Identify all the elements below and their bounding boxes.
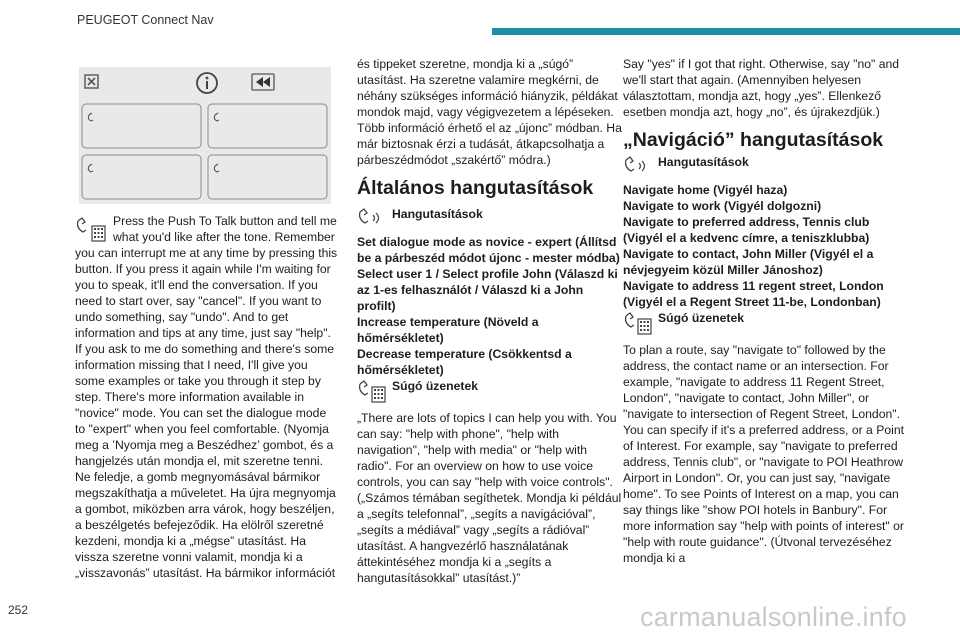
header-accent-bar: [492, 28, 960, 35]
rewind-icon: [252, 74, 274, 90]
voice-icon: [623, 154, 653, 180]
command-item: Navigate to work (Vigyél dolgozni): [623, 199, 822, 213]
command-item: Navigate to address 11 regent street, London (Vigyél el a Regent Street 11-be, Londonban): [623, 279, 884, 309]
command-list-general: [357, 234, 622, 378]
voice-commands-label: Hangutasítások: [658, 155, 749, 169]
info-icon: [197, 73, 217, 93]
column-1: [75, 213, 338, 581]
help-messages-label-block: [357, 378, 622, 404]
command-item: Navigate to contact, John Miller (Vigyél el a névjegyeim közül Miller Jánoshoz): [623, 247, 874, 277]
voice-keypad-icon: [75, 215, 107, 243]
voice-commands-label-block: [357, 206, 622, 232]
voice-commands-label-block: [623, 154, 906, 180]
command-item: Select user 1 / Select profile John (Válaszd ki az 1-es felhasználót / Válaszd ki a John profilt): [357, 267, 618, 313]
command-item: Navigate home (Vigyél haza): [623, 183, 788, 197]
column-3: [623, 56, 906, 566]
command-item: Decrease temperature (Csökkentsd a hőmérsékletet): [357, 347, 572, 377]
running-header: PEUGEOT Connect Nav: [77, 13, 214, 27]
command-item: Increase temperature (Növeld a hőmérsékletet): [357, 315, 539, 345]
phone-button-4: [208, 155, 327, 199]
section-heading-navigation: „Navigáció” hangutasítások: [623, 129, 884, 151]
voice-commands-label: Hangutasítások: [392, 207, 483, 221]
column-2: [357, 56, 622, 586]
help-messages-label: Súgó üzenetek: [658, 311, 745, 325]
phone-button-3: [82, 155, 201, 199]
help-paragraph: Press the Push To Talk button and tell me what you'd like after the tone. Remember you can interrupt me at any time by pressing this button. If you press it again while I'm waiting for you to speak, it'll end the conversation. If you need to start over, say "cancel". If you want to undo something, say "undo". And to get information and tips at any time, just say "help". If you ask to me do something and there's some information missing that I need, I'll give you some examples or take you through it step by step. There's more information available in "novice" mode. You can set the dialogue mode to "expert" when you feel comfortable. (Nyomja meg a ’Nyomja meg a Beszédhez’ gombot, és a hangjelzés után mondja el, mit szeretne tenni. Ne feledje, a gomb megnyomásával bármikor megszakíthatja a műveletet. Ha újra megnyomja a gombot, miközben arra várok, hogy beszéljen, a beszélgetés befejeződik. Ha elölről szeretné kezdeni, mondja ki a „mégse” utasítást. Ha vissza szeretne vonni valamit, mondja ki a „visszavonás” utasítást. Ha bármikor információt: [75, 214, 338, 580]
help-messages-label-block: [623, 310, 906, 336]
command-item: Set dialogue mode as novice - expert (Állítsd be a párbeszéd módot újonc - mester módba): [357, 235, 620, 265]
screen-svg: [79, 67, 331, 204]
command-list-navigation: [623, 182, 906, 310]
help-keypad-icon: [623, 310, 653, 336]
help-messages-label: Súgó üzenetek: [392, 379, 479, 393]
close-icon: [85, 75, 98, 88]
page-number: 252: [8, 603, 29, 617]
phone-button-2: [208, 104, 327, 148]
voice-icon: [357, 206, 387, 232]
paragraph-continued: és tippeket szeretne, mondja ki a „súgó” utasítást. Ha szeretne valamire megkérni, de néhány szükséges információ hiányzik, példákat mondok majd, vagy végigvezetem a lépéseken. Több információ érhető el az „újonc” módban. Ha már biztosnak érzi a tudását, átkapcsolhatja a párbeszédmódot „szakértő” módra.): [357, 57, 622, 167]
help-message-text: „There are lots of topics I can help you with. You can say: "help with phone", "help with navigation", "help with media" or "help with radio". For an overview on how to use voice controls, you can say "help with voice controls". („Számos témában segíthetek. Mondja ki például a „segíts telefonnal”, „segíts a navigációval”, „segíts a médiával” vagy „segíts a rádióval” utasítást. A hangvezérlő használatának áttekintéséhez mondja ki a „segíts a hangutasításokkal” utasítást.)”: [357, 411, 622, 585]
help-message-text: To plan a route, say "navigate to" followed by the address, the contact name or an intersection. For example, "navigate to address 11 Regent Street, London", "navigate to contact, John Miller", or "navigate to intersection of Regent Street, London". You can specify if it's a preferred address, or a Point of Interest. For example, say "navigate to preferred address, Tennis club", or "navigate to POI Heathrow Airport in London". Or, you can just say, "navigate home". To see Points of Interest on a map, you can say things like "show POI hotels in Banbury". For more information say "help with points of interest" or "help with route guidance". (Útvonal tervezéséhez mondja ki a: [623, 343, 904, 565]
command-item: Navigate to preferred address, Tennis club (Vigyél el a kedvenc címre, a teniszklubba): [623, 215, 870, 245]
phone-button-1: [82, 104, 201, 148]
paragraph-confirm: Say "yes" if I got that right. Otherwise, say "no" and we'll start that again. (Amennyiben helyesen választottam, mondja azt, hogy „yes”. Ellenkező esetben mondja azt, hogy „no”, és újrakezdjük.): [623, 57, 900, 119]
voice-screen-illustration: [79, 67, 331, 204]
watermark: carmanualsonline.info: [640, 602, 907, 632]
help-keypad-icon: [357, 378, 387, 404]
section-heading-general: Általános hangutasítások: [357, 177, 594, 199]
